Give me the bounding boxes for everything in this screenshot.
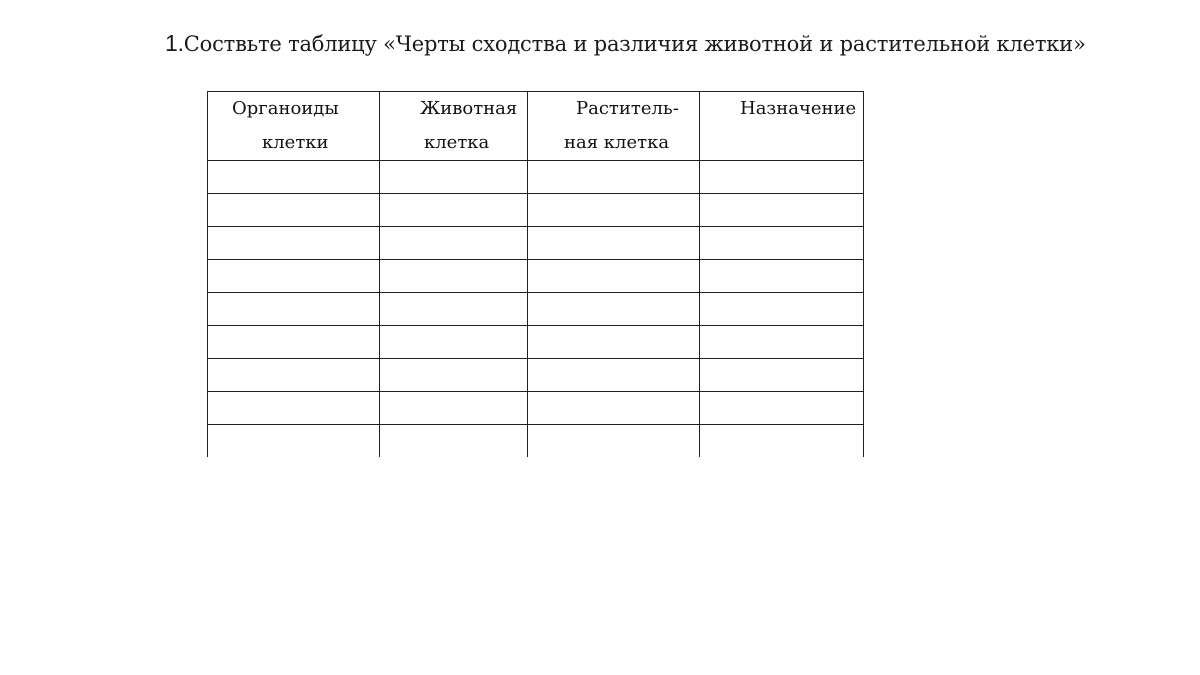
table-cell[interactable] xyxy=(380,194,528,227)
table-row xyxy=(208,194,864,227)
table-cell[interactable] xyxy=(380,425,528,458)
table-cell[interactable] xyxy=(528,293,700,326)
table-row xyxy=(208,425,864,458)
table-cell[interactable] xyxy=(208,293,380,326)
table-cell[interactable] xyxy=(380,326,528,359)
table-cell[interactable] xyxy=(208,392,380,425)
task-title xyxy=(165,30,1086,57)
table-cell[interactable] xyxy=(700,359,864,392)
table-body xyxy=(208,161,864,458)
table-cell[interactable] xyxy=(700,392,864,425)
table-cell[interactable] xyxy=(528,359,700,392)
table-cell[interactable] xyxy=(380,392,528,425)
table-row xyxy=(208,326,864,359)
header-organoids-line1: Органоиды xyxy=(232,98,339,119)
table-row xyxy=(208,161,864,194)
table-row xyxy=(208,359,864,392)
header-plant-cell xyxy=(528,92,700,161)
header-animal-cell-line1: Животная xyxy=(420,98,518,119)
table-row xyxy=(208,227,864,260)
table-header-row xyxy=(208,92,864,161)
table-cell[interactable] xyxy=(528,161,700,194)
table-row xyxy=(208,392,864,425)
table-cell[interactable] xyxy=(700,161,864,194)
table-cell[interactable] xyxy=(380,359,528,392)
header-plant-cell-line2: ная клетка xyxy=(564,132,670,153)
header-purpose xyxy=(700,92,864,161)
table-cell[interactable] xyxy=(208,359,380,392)
table-cell[interactable] xyxy=(528,326,700,359)
table-cell[interactable] xyxy=(700,260,864,293)
table-cell[interactable] xyxy=(380,293,528,326)
table-cell[interactable] xyxy=(700,194,864,227)
table-cell[interactable] xyxy=(208,161,380,194)
header-organoids xyxy=(208,92,380,161)
table-row xyxy=(208,293,864,326)
table-cell[interactable] xyxy=(528,260,700,293)
table-cell[interactable] xyxy=(700,425,864,458)
table-cell[interactable] xyxy=(208,425,380,458)
header-organoids-line2: клетки xyxy=(262,132,329,153)
table-cell[interactable] xyxy=(700,227,864,260)
comparison-table xyxy=(207,91,864,457)
table-cell[interactable] xyxy=(208,227,380,260)
table-cell[interactable] xyxy=(528,392,700,425)
table-cell[interactable] xyxy=(380,260,528,293)
header-animal-cell xyxy=(380,92,528,161)
table-cell[interactable] xyxy=(208,194,380,227)
header-animal-cell-line2: клетка xyxy=(424,132,490,153)
table-cell[interactable] xyxy=(380,161,528,194)
header-purpose-line1: Назначение xyxy=(740,98,857,119)
table-cell[interactable] xyxy=(700,293,864,326)
table-cell[interactable] xyxy=(700,326,864,359)
task-text: Соствьте таблицу «Черты сходства и различия животной и растительной клетки» xyxy=(183,32,1086,56)
table-row xyxy=(208,260,864,293)
header-plant-cell-line1: Раститель- xyxy=(576,98,679,119)
table-cell[interactable] xyxy=(528,425,700,458)
task-number: 1. xyxy=(165,30,184,56)
table-cell[interactable] xyxy=(380,227,528,260)
table-cell[interactable] xyxy=(528,194,700,227)
table-cell[interactable] xyxy=(208,260,380,293)
table-cell[interactable] xyxy=(208,326,380,359)
table-cell[interactable] xyxy=(528,227,700,260)
